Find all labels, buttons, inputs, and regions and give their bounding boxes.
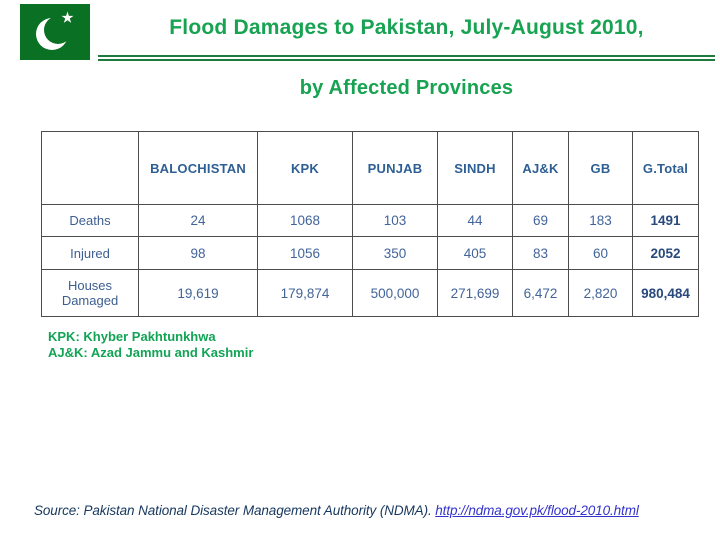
slide-title-line1: Flood Damages to Pakistan, July-August 2010,	[169, 16, 644, 39]
cell-houses-sindh: 271,699	[438, 270, 513, 317]
col-header-gb: GB	[569, 132, 633, 205]
footnote-kpk: KPK: Khyber Pakhtunkhwa	[48, 329, 216, 344]
cell-injured-sindh: 405	[438, 237, 513, 270]
cell-houses-punjab: 500,000	[353, 270, 438, 317]
cell-injured-punjab: 350	[353, 237, 438, 270]
table-row-houses-damaged	[42, 270, 699, 317]
col-header-sindh: SINDH	[438, 132, 513, 205]
cell-injured-gtotal: 2052	[633, 237, 699, 270]
table-header-row	[42, 132, 699, 205]
cell-houses-gb: 2,820	[569, 270, 633, 317]
cell-deaths-gtotal: 1491	[633, 205, 699, 237]
cell-deaths-sindh: 44	[438, 205, 513, 237]
source-link[interactable]: http://ndma.gov.pk/flood-2010.html	[435, 503, 639, 518]
col-header-gtotal: G.Total	[633, 132, 699, 205]
cell-deaths-punjab: 103	[353, 205, 438, 237]
flood-damage-table	[41, 131, 699, 317]
col-header-ajk: AJ&K	[513, 132, 569, 205]
cell-houses-ajk: 6,472	[513, 270, 569, 317]
crescent-star-icon	[20, 4, 90, 60]
table-row-deaths	[42, 205, 699, 237]
row-label-deaths: Deaths	[42, 205, 139, 237]
cell-injured-kpk: 1056	[258, 237, 353, 270]
cell-deaths-kpk: 1068	[258, 205, 353, 237]
cell-deaths-ajk: 69	[513, 205, 569, 237]
cell-houses-kpk: 179,874	[258, 270, 353, 317]
cell-houses-gtotal: 980,484	[633, 270, 699, 317]
row-label-houses-damaged: Houses Damaged	[42, 270, 139, 317]
cell-injured-gb: 60	[569, 237, 633, 270]
cell-injured-ajk: 83	[513, 237, 569, 270]
source-text: Source: Pakistan National Disaster Management Authority (NDMA).	[34, 503, 436, 518]
cell-deaths-balochistan: 24	[139, 205, 258, 237]
row-label-injured: Injured	[42, 237, 139, 270]
cell-injured-balochistan: 98	[139, 237, 258, 270]
footnote-ajk: AJ&K: Azad Jammu and Kashmir	[48, 345, 254, 360]
col-header-balochistan: BALOCHISTAN	[139, 132, 258, 205]
pakistan-flag	[20, 4, 90, 60]
slide-title-line2: by Affected Provinces	[299, 77, 514, 99]
col-header-kpk: KPK	[258, 132, 353, 205]
title-divider-rule	[98, 55, 715, 61]
col-header-empty	[42, 132, 139, 205]
cell-deaths-gb: 183	[569, 205, 633, 237]
abbreviation-footnotes	[48, 329, 253, 361]
table-row-injured	[42, 237, 699, 270]
source-attribution	[34, 503, 639, 518]
col-header-punjab: PUNJAB	[353, 132, 438, 205]
cell-houses-balochistan: 19,619	[139, 270, 258, 317]
